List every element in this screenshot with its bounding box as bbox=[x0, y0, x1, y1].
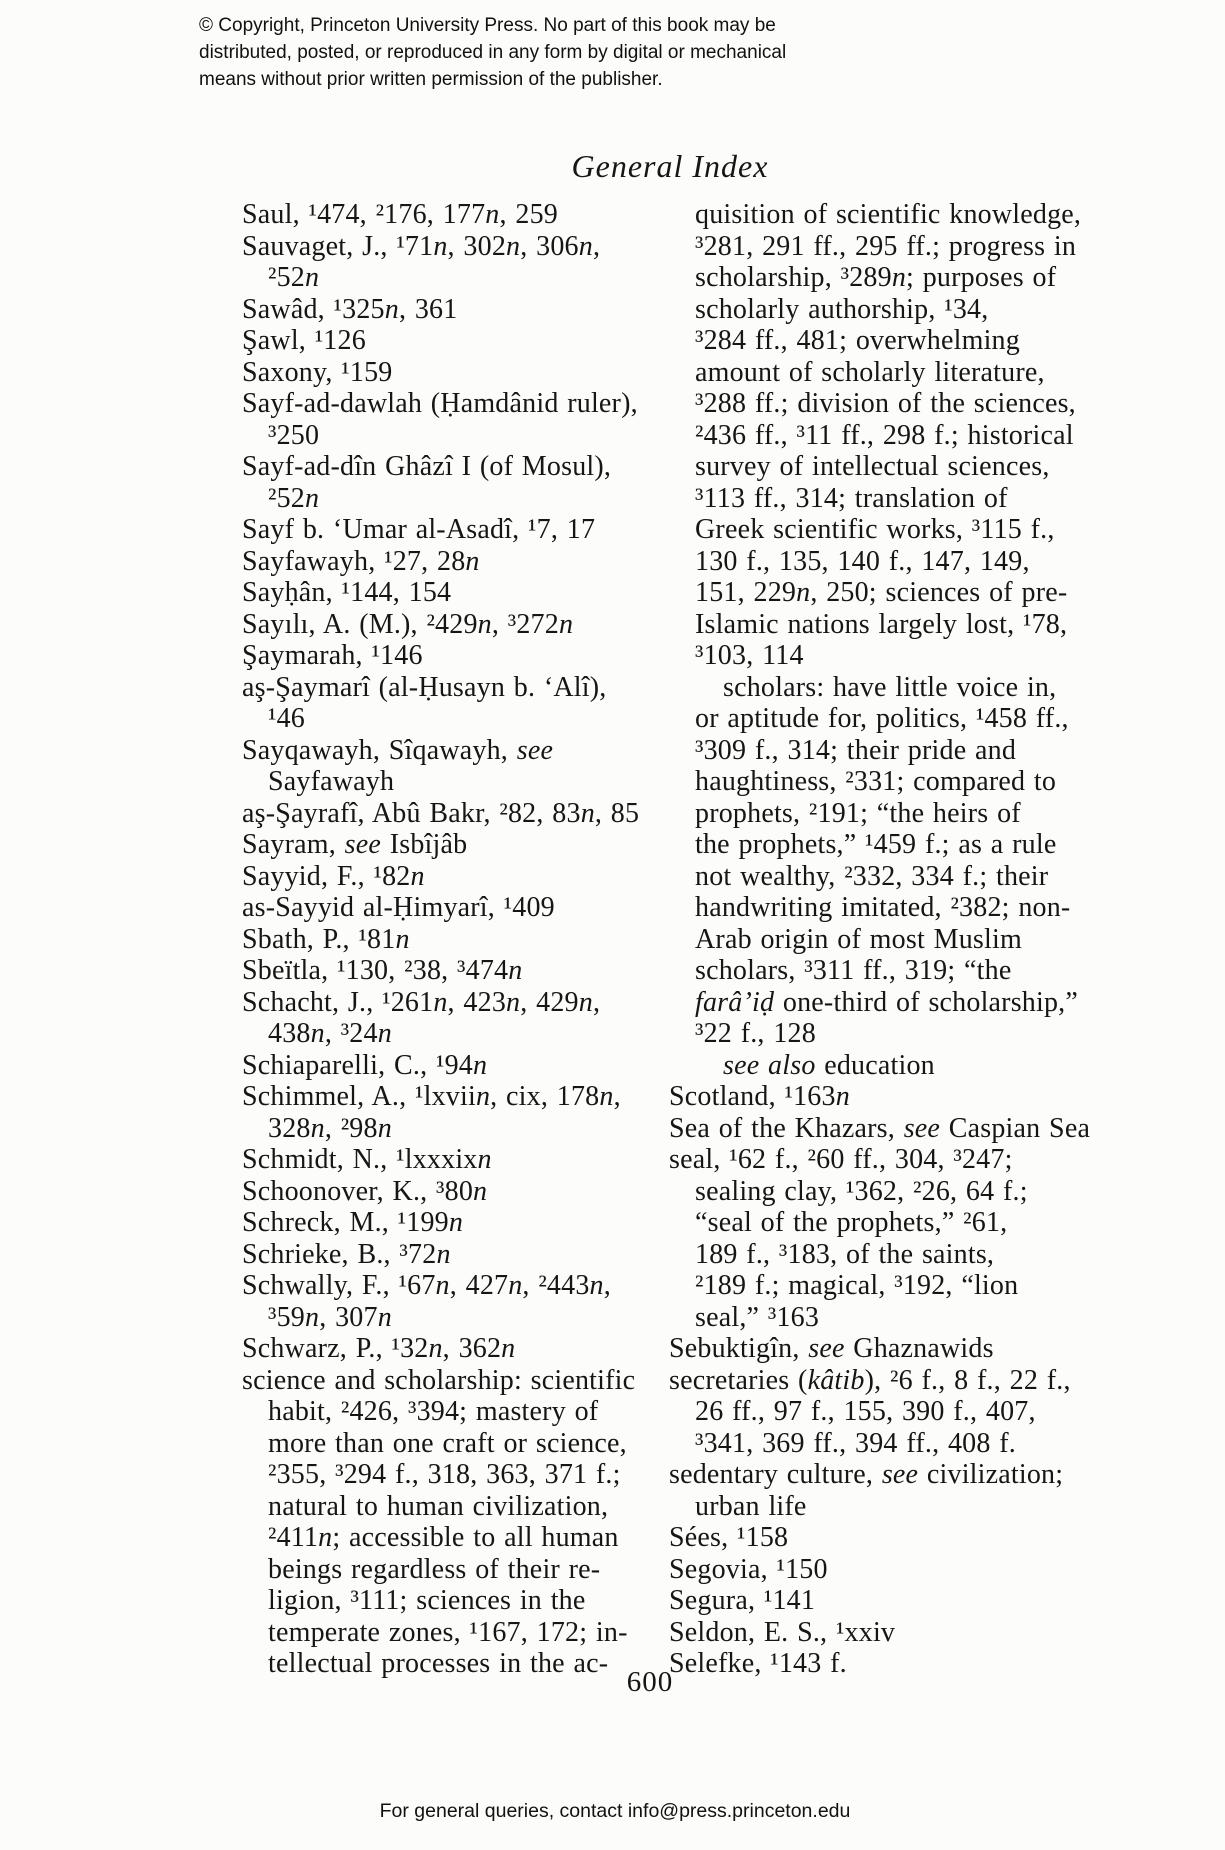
index-line: ligion, ³111; sciences in the bbox=[268, 1585, 586, 1616]
index-line: 328n, ²98n bbox=[268, 1112, 392, 1144]
index-line: Sayram, see Isbîjâb bbox=[242, 829, 468, 860]
copyright-notice bbox=[199, 12, 786, 93]
index-line: as-Sayyid al-Ḥimyarî, ¹409 bbox=[242, 892, 555, 923]
index-line: aş-Şaymarî (al-Ḥusayn b. ʻAlî), bbox=[242, 671, 607, 703]
index-line: habit, ²426, ³394; mastery of bbox=[268, 1396, 599, 1427]
index-line: Schoonover, K., ³80n bbox=[242, 1175, 488, 1207]
index-line: scholars, ³311 ff., 319; “the bbox=[695, 955, 1012, 986]
index-line: not wealthy, ²332, 334 f.; their bbox=[695, 860, 1049, 892]
index-line: Sayfawayh, ¹27, 28n bbox=[242, 545, 480, 577]
index-line: ²52n bbox=[268, 262, 320, 293]
index-line: Schreck, M., ¹199n bbox=[242, 1207, 464, 1238]
index-line: Sayf-ad-dîn Ghâzî I (of Mosul), bbox=[242, 451, 612, 482]
index-line: Scotland, ¹163n bbox=[669, 1081, 850, 1112]
index-line: ³309 f., 314; their pride and bbox=[695, 734, 1017, 766]
index-column-left bbox=[242, 199, 668, 1680]
index-line: aş-Şayrafî, Abû Bakr, ²82, 83n, 85 bbox=[242, 797, 640, 829]
index-line: Seldon, E. S., ¹xxiv bbox=[669, 1616, 896, 1648]
index-line: Schimmel, A., ¹lxviin, cix, 178n, bbox=[242, 1081, 621, 1112]
index-line: prophets, ²191; “the heirs of bbox=[695, 797, 1021, 829]
index-line: 438n, ³24n bbox=[268, 1018, 392, 1049]
page-title: General Index bbox=[571, 148, 769, 184]
index-line: ³250 bbox=[268, 419, 320, 451]
index-column-right bbox=[669, 199, 1139, 1680]
index-line: Schiaparelli, C., ¹94n bbox=[242, 1049, 488, 1081]
index-line: Sebuktigîn, see Ghaznawids bbox=[669, 1333, 994, 1364]
index-line: ²189 f.; magical, ³192, “lion bbox=[695, 1270, 1019, 1301]
index-line: ³59n, 307n bbox=[268, 1301, 392, 1333]
index-line: ³281, 291 ff., 295 ff.; progress in bbox=[695, 230, 1077, 262]
index-line: ¹46 bbox=[268, 703, 305, 734]
index-line: Schmidt, N., ¹lxxxixn bbox=[242, 1144, 492, 1175]
index-line: ³103, 114 bbox=[695, 640, 804, 671]
index-line: or aptitude for, politics, ¹458 ff., bbox=[695, 703, 1069, 734]
index-line: seal, ¹62 f., ²60 ff., 304, ³247; bbox=[669, 1144, 1013, 1175]
index-line: Sayfawayh bbox=[268, 766, 395, 797]
index-line: Sayqawayh, Sîqawayh, see bbox=[242, 734, 554, 766]
index-line: Sayf b. ʻUmar al-Asadî, ¹7, 17 bbox=[242, 514, 596, 545]
index-line: Selefke, ¹143 f. bbox=[669, 1648, 847, 1679]
index-line: temperate zones, ¹167, 172; in- bbox=[268, 1616, 628, 1648]
page-number: 600 bbox=[626, 1666, 674, 1698]
index-line: Sea of the Khazars, see Caspian Sea bbox=[669, 1112, 1091, 1144]
index-line: ²355, ³294 f., 318, 363, 371 f.; bbox=[268, 1459, 621, 1490]
index-line: Sayḥân, ¹144, 154 bbox=[242, 577, 452, 608]
index-line: 189 f., ³183, of the saints, bbox=[695, 1238, 995, 1270]
index-line: handwriting imitated, ²382; non- bbox=[695, 892, 1071, 923]
index-line: ³341, 369 ff., 394 ff., 408 f. bbox=[695, 1427, 1017, 1459]
index-line: more than one craft or science, bbox=[268, 1427, 627, 1459]
index-line: sealing clay, ¹362, ²26, 64 f.; bbox=[695, 1175, 1028, 1207]
index-line: scholars: have little voice in, bbox=[723, 671, 1057, 703]
index-line: Sauvaget, J., ¹71n, 302n, 306n, bbox=[242, 230, 601, 262]
index-line: Saul, ¹474, ²176, 177n, 259 bbox=[242, 199, 558, 230]
index-line: Sbeïtla, ¹130, ²38, ³474n bbox=[242, 955, 523, 986]
index-line: sedentary culture, see civilization; bbox=[669, 1459, 1064, 1490]
index-line: ³22 f., 128 bbox=[695, 1018, 816, 1049]
index-line: Segura, ¹141 bbox=[669, 1585, 816, 1616]
index-line: Arab origin of most Muslim bbox=[695, 923, 1022, 955]
footer-contact: For general queries, contact info@press.princeton.edu bbox=[379, 1800, 851, 1822]
index-line: Sayyid, F., ¹82n bbox=[242, 860, 425, 892]
index-line: Islamic nations largely lost, ¹78, bbox=[695, 608, 1068, 640]
copyright-line: distributed, posted, or reproduced in any form by digital or mechanical bbox=[199, 42, 787, 63]
index-line: Sayf-ad-dawlah (Ḥamdânid ruler), bbox=[242, 388, 638, 419]
index-line: the prophets,” ¹459 f.; as a rule bbox=[695, 829, 1057, 860]
index-line: amount of scholarly literature, bbox=[695, 356, 1045, 388]
index-line: beings regardless of their re- bbox=[268, 1553, 601, 1585]
index-line: tellectual processes in the ac- bbox=[268, 1648, 609, 1679]
index-line: seal,” ³163 bbox=[695, 1301, 820, 1333]
copyright-line: means without prior written permission of the publisher. bbox=[199, 69, 663, 90]
index-line: science and scholarship: scientific bbox=[242, 1364, 636, 1396]
index-line: ²52n bbox=[268, 482, 320, 514]
index-line: scholarly authorship, ¹34, bbox=[695, 293, 989, 325]
index-line: see also education bbox=[723, 1049, 935, 1081]
index-line: Segovia, ¹150 bbox=[669, 1553, 828, 1585]
index-line: Schacht, J., ¹261n, 423n, 429n, bbox=[242, 986, 601, 1018]
index-line: haughtiness, ²331; compared to bbox=[695, 766, 1057, 797]
index-line: natural to human civilization, bbox=[268, 1490, 609, 1522]
index-line: scholarship, ³289n; purposes of bbox=[695, 262, 1057, 293]
index-line: ³113 ff., 314; translation of bbox=[695, 482, 1008, 514]
index-line: secretaries (kâtib), ²6 f., 8 f., 22 f., bbox=[669, 1364, 1071, 1396]
index-line: 130 f., 135, 140 f., 147, 149, bbox=[695, 545, 1030, 577]
index-line: ²436 ff., ³11 ff., 298 f.; historical bbox=[695, 419, 1074, 451]
index-line: farâʼiḍ one-third of scholarship,” bbox=[695, 986, 1079, 1018]
index-line: Şawl, ¹126 bbox=[242, 325, 366, 356]
index-line: Sées, ¹158 bbox=[669, 1522, 789, 1553]
index-line: Sbath, P., ¹81n bbox=[242, 923, 410, 955]
copyright-line: © Copyright, Princeton University Press. No part of this book may be bbox=[199, 15, 776, 36]
index-line: ³288 ff.; division of the sciences, bbox=[695, 388, 1076, 419]
index-line: 151, 229n, 250; sciences of pre- bbox=[695, 577, 1068, 608]
index-line: Sawâd, ¹325n, 361 bbox=[242, 293, 458, 325]
index-line: Greek scientific works, ³115 f., bbox=[695, 514, 1055, 545]
index-line: Saxony, ¹159 bbox=[242, 356, 393, 388]
index-line: ²411n; accessible to all human bbox=[268, 1522, 619, 1553]
index-line: urban life bbox=[695, 1490, 807, 1522]
index-line: “seal of the prophets,” ²61, bbox=[695, 1207, 1008, 1238]
index-line: Şaymarah, ¹146 bbox=[242, 640, 423, 671]
index-line: 26 ff., 97 f., 155, 390 f., 407, bbox=[695, 1396, 1036, 1427]
index-line: Schwarz, P., ¹32n, 362n bbox=[242, 1333, 516, 1364]
index-line: Schwally, F., ¹67n, 427n, ²443n, bbox=[242, 1270, 611, 1301]
index-line: ³284 ff., 481; overwhelming bbox=[695, 325, 1020, 356]
index-line: Sayılı, A. (M.), ²429n, ³272n bbox=[242, 608, 574, 640]
index-line: Schrieke, B., ³72n bbox=[242, 1238, 451, 1270]
index-line: survey of intellectual sciences, bbox=[695, 451, 1050, 482]
index-line: quisition of scientific knowledge, bbox=[695, 199, 1082, 230]
